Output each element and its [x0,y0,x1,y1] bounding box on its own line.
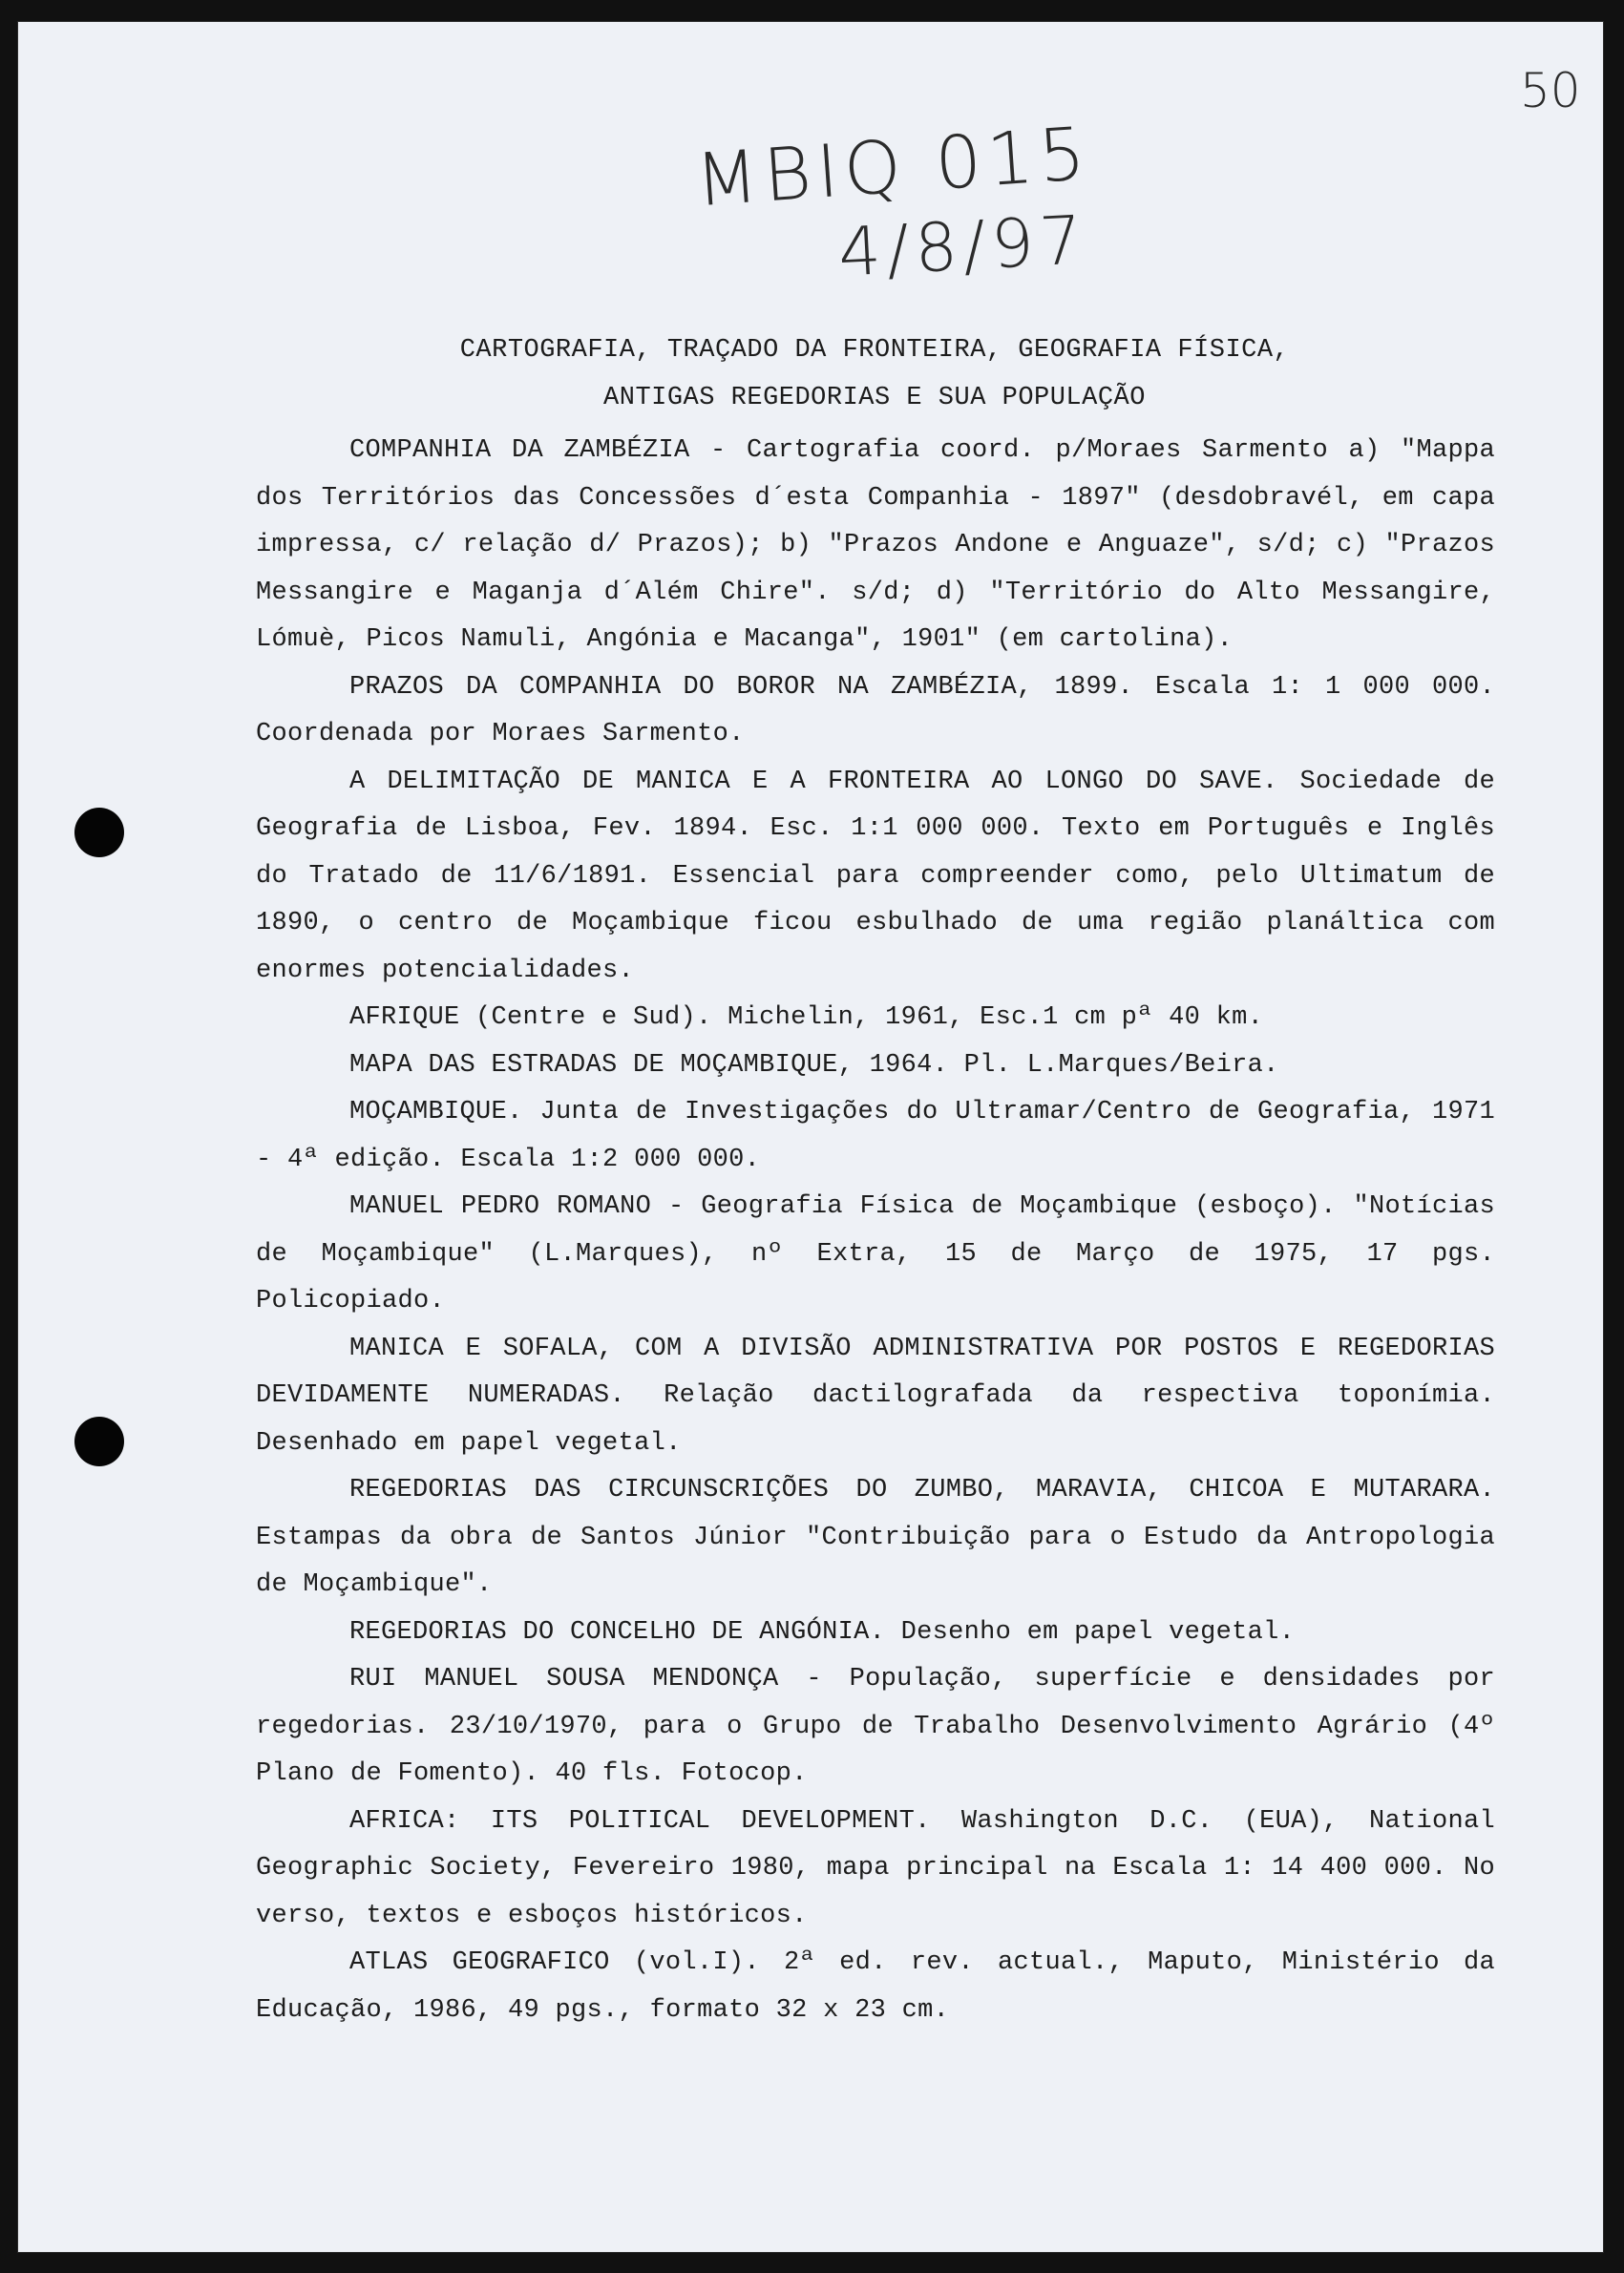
entry-romano: MANUEL PEDRO ROMANO - Geografia Física de Moçambique (esboço). "Notícias de Moçambique" (L.Marques), nº Extra, 15 de Março de 1975, 17 pgs. Policopiado. [256,1192,1495,1315]
entry-national-geographic: AFRICA: ITS POLITICAL DEVELOPMENT. Washington D.C. (EUA), National Geographic Society, Fevereiro 1980, mapa principal na Escala 1: 14 400 000. No verso, textos e esboços históricos. [256,1806,1495,1930]
bibliography-list [256,428,1495,2034]
entry-zambezia: COMPANHIA DA ZAMBÉZIA - Cartografia coord. p/Moraes Sarmento a) "Mappa dos Territórios das Concessões d´esta Companhia - 1897" (desdobravél, em capa impressa, c/ relação d/ Prazos); b) "Prazos Andone e Anguaze", s/d; c) "Prazos Messangire e Maganja d´Além Chire". s/d; d) "Território do Alto Messangire, Lómuè, Picos Namuli, Angónia e Macanga", 1901" (em cartolina). [256,436,1495,654]
handwritten-date: 4/8/97 [836,200,1090,292]
entry-zumbo: REGEDORIAS DAS CIRCUNSCRIÇÕES DO ZUMBO, MARAVIA, CHICOA E MUTARARA. Estampas da obra de Santos Júnior "Contribuição para o Estudo da Antropologia de Moçambique". [256,1476,1495,1599]
punch-hole [74,808,124,857]
entry-angonia: REGEDORIAS DO CONCELHO DE ANGÓNIA. Desenho em papel vegetal. [349,1617,1296,1647]
entry-atlas: ATLAS GEOGRAFICO (vol.I). 2ª ed. rev. actual., Maputo, Ministério da Educação, 1986, 49 pgs., formato 32 x 23 cm. [256,1948,1495,2025]
entry-estradas: MAPA DAS ESTRADAS DE MOÇAMBIQUE, 1964. Pl. L.Marques/Beira. [349,1050,1279,1080]
heading-line-1: CARTOGRAFIA, TRAÇADO DA FRONTEIRA, GEOGRAFIA FÍSICA, [459,336,1290,365]
handwritten-code: MBIQ 015 [692,110,1094,223]
entry-boror: PRAZOS DA COMPANHIA DO BOROR NA ZAMBÉZIA, 1899. Escala 1: 1 000 000. Coordenada por Moraes Sarmento. [256,672,1495,748]
heading-line-2: ANTIGAS REGEDORIAS E SUA POPULAÇÃO [603,384,1146,412]
entry-michelin: AFRIQUE (Centre e Sud). Michelin, 1961, Esc.1 cm pª 40 km. [349,1003,1264,1032]
page-number: 50 [1520,63,1581,118]
entry-manica-save: A DELIMITAÇÃO DE MANICA E A FRONTEIRA AO LONGO DO SAVE. Sociedade de Geografia de Lisboa, Fev. 1894. Esc. 1:1 000 000. Texto em Português e Inglês do Tratado de 11/6/1891. Essencial para compreender como, pelo Ultimatum de 1890, o centro de Moçambique ficou esbulhado de uma região planáltica com enormes potencialidades. [256,767,1495,985]
entry-junta: MOÇAMBIQUE. Junta de Investigações do Ultramar/Centro de Geografia, 1971 - 4ª edição. Escala 1:2 000 000. [256,1098,1495,1174]
entry-manica-sofala: MANICA E SOFALA, COM A DIVISÃO ADMINISTRATIVA POR POSTOS E REGEDORIAS DEVIDAMENTE NUMERADAS. Relação dactilografada da respectiva toponímia. Desenhado em papel vegetal. [256,1334,1495,1458]
entry-mendonca: RUI MANUEL SOUSA MENDONÇA - População, superfície e densidades por regedorias. 23/10/1970, para o Grupo de Trabalho Desenvolvimento Agrário (4º Plano de Fomento). 40 fls. Fotocop. [256,1665,1495,1788]
punch-hole [74,1417,124,1466]
